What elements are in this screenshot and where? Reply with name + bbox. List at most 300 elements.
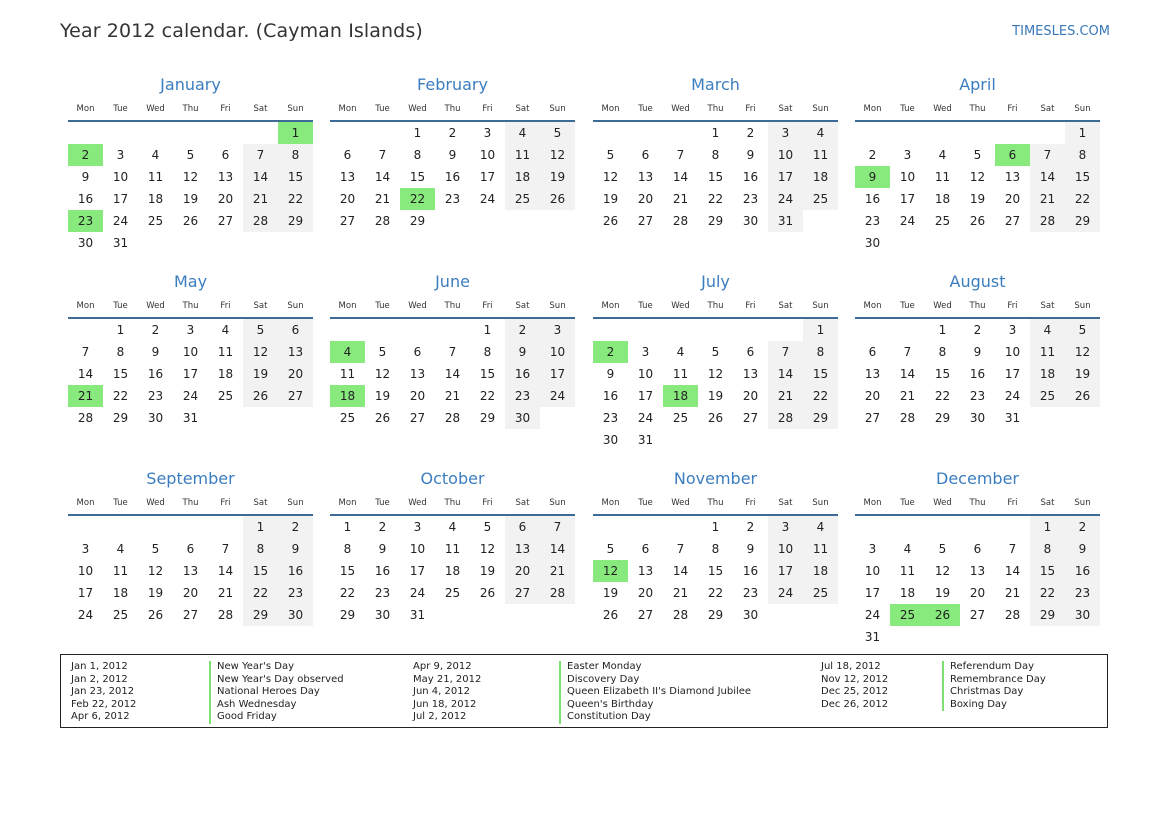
day-cell: 30 bbox=[742, 214, 759, 228]
weekday-label: Fri bbox=[220, 104, 231, 114]
day-cell: 6 bbox=[343, 148, 352, 162]
weekday-label: Fri bbox=[1007, 104, 1018, 114]
day-cell: 31 bbox=[182, 411, 199, 425]
day-cell: 10 bbox=[864, 564, 881, 578]
month-may bbox=[68, 269, 313, 429]
day-cell: 20 bbox=[182, 586, 199, 600]
weekday-label: Sun bbox=[287, 498, 304, 508]
day-cell: 17 bbox=[409, 564, 426, 578]
day-cell: 8 bbox=[343, 542, 352, 556]
day-cell: 4 bbox=[116, 542, 125, 556]
day-cell: 24 bbox=[77, 608, 94, 622]
day-cell: 21 bbox=[540, 560, 575, 582]
empty-cell bbox=[138, 122, 173, 144]
day-cell: 11 bbox=[899, 564, 916, 578]
day-cell: 8 bbox=[938, 345, 947, 359]
day-cell: 30 bbox=[602, 433, 619, 447]
day-cell: 3 bbox=[768, 516, 803, 538]
day-cell: 6 bbox=[746, 345, 755, 359]
empty-cell bbox=[243, 122, 278, 144]
day-cell: 4 bbox=[803, 122, 838, 144]
day-cell: 9 bbox=[81, 170, 90, 184]
legend-date: Nov 12, 2012 bbox=[821, 673, 889, 685]
weekday-label: Wed bbox=[933, 498, 952, 508]
day-cell: 26 bbox=[182, 214, 199, 228]
empty-cell bbox=[435, 319, 470, 341]
day-cell: 11 bbox=[339, 367, 356, 381]
day-cell: 10 bbox=[77, 564, 94, 578]
day-cell: 20 bbox=[637, 192, 654, 206]
weekday-label: Mon bbox=[601, 301, 620, 311]
weekday-label: Tue bbox=[113, 301, 128, 311]
day-cell: 12 bbox=[540, 144, 575, 166]
weekday-label: Tue bbox=[900, 104, 915, 114]
weekday-label: Sat bbox=[253, 498, 268, 508]
holiday-day-cell: 18 bbox=[330, 385, 365, 407]
legend-holiday-name: Referendum Day bbox=[950, 661, 1035, 672]
empty-cell bbox=[1030, 122, 1065, 144]
day-cell: 13 bbox=[278, 341, 313, 363]
empty-cell bbox=[995, 122, 1030, 144]
day-cell: 9 bbox=[448, 148, 457, 162]
day-cell: 5 bbox=[540, 122, 575, 144]
day-cell: 23 bbox=[374, 586, 391, 600]
day-cell: 30 bbox=[1065, 604, 1100, 626]
weekday-label: Tue bbox=[113, 498, 128, 508]
weekday-label: Sat bbox=[253, 301, 268, 311]
weekday-label: Sun bbox=[1074, 301, 1091, 311]
weekday-header bbox=[593, 98, 838, 122]
day-cell: 24 bbox=[637, 411, 654, 425]
day-cell: 12 bbox=[479, 542, 496, 556]
legend-holiday-name: Queen's Birthday bbox=[567, 698, 654, 710]
day-cell: 22 bbox=[112, 389, 129, 403]
legend-dates-column bbox=[413, 661, 481, 724]
day-cell: 19 bbox=[479, 564, 496, 578]
day-cell: 30 bbox=[77, 236, 94, 250]
day-cell: 6 bbox=[278, 319, 313, 341]
legend-date: Dec 26, 2012 bbox=[821, 698, 889, 710]
day-cell: 8 bbox=[711, 148, 720, 162]
day-cell: 25 bbox=[444, 586, 461, 600]
day-cell: 29 bbox=[479, 411, 496, 425]
day-cell: 12 bbox=[934, 564, 951, 578]
day-cell: 6 bbox=[505, 516, 540, 538]
day-cell: 10 bbox=[768, 538, 803, 560]
day-cell: 5 bbox=[938, 542, 947, 556]
month-june bbox=[330, 269, 575, 429]
empty-cell bbox=[400, 319, 435, 341]
day-grid bbox=[330, 319, 575, 429]
legend-holiday-name: New Year's Day observed bbox=[217, 673, 344, 685]
weekday-label: Tue bbox=[638, 301, 653, 311]
legend-date: Jul 2, 2012 bbox=[413, 711, 467, 722]
day-cell: 20 bbox=[339, 192, 356, 206]
legend-date: Jan 1, 2012 bbox=[71, 661, 128, 672]
weekday-header bbox=[68, 492, 313, 516]
empty-cell bbox=[890, 516, 925, 538]
day-cell: 15 bbox=[1030, 560, 1065, 582]
day-cell: 15 bbox=[243, 560, 278, 582]
month-name: April bbox=[959, 75, 996, 94]
day-cell: 18 bbox=[505, 166, 540, 188]
weekday-header bbox=[855, 98, 1100, 122]
day-cell: 18 bbox=[803, 560, 838, 582]
day-cell: 11 bbox=[934, 170, 951, 184]
empty-cell bbox=[173, 122, 208, 144]
day-cell: 27 bbox=[1004, 214, 1021, 228]
day-cell: 11 bbox=[1030, 341, 1065, 363]
day-cell: 18 bbox=[112, 586, 129, 600]
day-cell: 28 bbox=[217, 608, 234, 622]
day-cell: 31 bbox=[864, 630, 881, 644]
day-cell: 23 bbox=[742, 192, 759, 206]
weekday-label: Sat bbox=[1040, 498, 1055, 508]
day-cell: 1 bbox=[483, 323, 492, 337]
day-cell: 16 bbox=[147, 367, 164, 381]
weekday-label: Mon bbox=[863, 301, 882, 311]
day-cell: 3 bbox=[903, 148, 912, 162]
weekday-label: Mon bbox=[601, 104, 620, 114]
empty-cell bbox=[68, 516, 103, 538]
day-cell: 6 bbox=[413, 345, 422, 359]
day-cell: 8 bbox=[243, 538, 278, 560]
month-name: January bbox=[160, 75, 221, 94]
day-cell: 5 bbox=[1065, 319, 1100, 341]
day-cell: 29 bbox=[1030, 604, 1065, 626]
day-cell: 24 bbox=[864, 608, 881, 622]
legend-date: Apr 9, 2012 bbox=[413, 661, 472, 672]
day-cell: 28 bbox=[672, 608, 689, 622]
day-cell: 1 bbox=[413, 126, 422, 140]
day-cell: 20 bbox=[217, 192, 234, 206]
day-cell: 4 bbox=[505, 122, 540, 144]
weekday-label: Tue bbox=[638, 104, 653, 114]
empty-cell bbox=[330, 319, 365, 341]
day-cell: 27 bbox=[637, 214, 654, 228]
day-cell: 17 bbox=[899, 192, 916, 206]
day-cell: 14 bbox=[540, 538, 575, 560]
day-cell: 14 bbox=[77, 367, 94, 381]
day-cell: 17 bbox=[637, 389, 654, 403]
day-cell: 15 bbox=[278, 166, 313, 188]
weekday-label: Fri bbox=[745, 301, 756, 311]
empty-cell bbox=[628, 122, 663, 144]
day-cell: 17 bbox=[182, 367, 199, 381]
day-cell: 29 bbox=[339, 608, 356, 622]
month-name: March bbox=[691, 75, 740, 94]
day-cell: 17 bbox=[540, 363, 575, 385]
day-cell: 31 bbox=[1004, 411, 1021, 425]
weekday-label: Sun bbox=[549, 104, 566, 114]
day-cell: 19 bbox=[243, 363, 278, 385]
weekday-label: Wed bbox=[146, 301, 165, 311]
legend-date: Jan 23, 2012 bbox=[71, 686, 135, 697]
day-cell: 25 bbox=[505, 188, 540, 210]
day-cell: 26 bbox=[243, 385, 278, 407]
weekday-label: Mon bbox=[338, 301, 357, 311]
day-cell: 9 bbox=[746, 148, 755, 162]
empty-cell bbox=[698, 319, 733, 341]
day-cell: 7 bbox=[378, 148, 387, 162]
day-cell: 9 bbox=[378, 542, 387, 556]
day-cell: 15 bbox=[803, 363, 838, 385]
day-cell: 12 bbox=[707, 367, 724, 381]
empty-cell bbox=[208, 516, 243, 538]
day-cell: 27 bbox=[742, 411, 759, 425]
day-cell: 10 bbox=[540, 341, 575, 363]
day-cell: 8 bbox=[1065, 144, 1100, 166]
day-cell: 24 bbox=[540, 385, 575, 407]
day-cell: 11 bbox=[112, 564, 129, 578]
day-cell: 22 bbox=[707, 586, 724, 600]
day-cell: 22 bbox=[479, 389, 496, 403]
day-cell: 16 bbox=[374, 564, 391, 578]
day-cell: 16 bbox=[742, 170, 759, 184]
day-cell: 29 bbox=[1065, 210, 1100, 232]
month-name: June bbox=[435, 272, 470, 291]
day-cell: 31 bbox=[768, 210, 803, 232]
day-cell: 22 bbox=[278, 188, 313, 210]
day-cell: 7 bbox=[768, 341, 803, 363]
day-cell: 8 bbox=[711, 542, 720, 556]
legend-holiday-name: Remembrance Day bbox=[950, 673, 1046, 685]
day-cell: 19 bbox=[147, 586, 164, 600]
legend-dates-column bbox=[71, 661, 136, 724]
day-cell: 9 bbox=[973, 345, 982, 359]
day-cell: 11 bbox=[505, 144, 540, 166]
weekday-label: Tue bbox=[375, 104, 390, 114]
legend-dates-column bbox=[821, 661, 888, 711]
weekday-label: Wed bbox=[408, 301, 427, 311]
day-cell: 14 bbox=[672, 170, 689, 184]
day-cell: 29 bbox=[803, 407, 838, 429]
day-cell: 19 bbox=[602, 586, 619, 600]
day-cell: 7 bbox=[540, 516, 575, 538]
holiday-day-cell: 2 bbox=[68, 144, 103, 166]
day-grid bbox=[593, 516, 838, 626]
weekday-label: Tue bbox=[375, 498, 390, 508]
day-cell: 31 bbox=[112, 236, 129, 250]
day-cell: 15 bbox=[707, 170, 724, 184]
day-cell: 21 bbox=[672, 586, 689, 600]
day-cell: 26 bbox=[374, 411, 391, 425]
legend-names-column bbox=[209, 661, 344, 724]
weekday-label: Thu bbox=[969, 301, 986, 311]
weekday-label: Wed bbox=[146, 104, 165, 114]
day-cell: 16 bbox=[505, 363, 540, 385]
day-cell: 26 bbox=[707, 411, 724, 425]
day-cell: 12 bbox=[182, 170, 199, 184]
day-cell: 21 bbox=[899, 389, 916, 403]
day-cell: 30 bbox=[147, 411, 164, 425]
day-cell: 9 bbox=[1065, 538, 1100, 560]
weekday-header bbox=[855, 295, 1100, 319]
weekday-label: Sun bbox=[1074, 104, 1091, 114]
legend-holiday-name: Ash Wednesday bbox=[217, 698, 297, 710]
month-september bbox=[68, 466, 313, 626]
weekday-label: Mon bbox=[76, 301, 95, 311]
day-cell: 12 bbox=[147, 564, 164, 578]
day-cell: 19 bbox=[182, 192, 199, 206]
day-cell: 18 bbox=[444, 564, 461, 578]
day-cell: 16 bbox=[444, 170, 461, 184]
day-cell: 12 bbox=[602, 170, 619, 184]
day-cell: 13 bbox=[969, 564, 986, 578]
day-cell: 30 bbox=[969, 411, 986, 425]
day-cell: 13 bbox=[864, 367, 881, 381]
day-grid bbox=[68, 319, 313, 429]
day-cell: 29 bbox=[243, 604, 278, 626]
day-cell: 2 bbox=[505, 319, 540, 341]
empty-cell bbox=[593, 122, 628, 144]
day-cell: 7 bbox=[243, 144, 278, 166]
month-february bbox=[330, 72, 575, 232]
day-cell: 19 bbox=[540, 166, 575, 188]
empty-cell bbox=[663, 319, 698, 341]
brand-link[interactable]: TIMESLES.COM bbox=[1012, 24, 1110, 39]
day-cell: 17 bbox=[77, 586, 94, 600]
day-cell: 27 bbox=[339, 214, 356, 228]
weekday-label: Fri bbox=[482, 104, 493, 114]
day-cell: 11 bbox=[803, 538, 838, 560]
day-cell: 26 bbox=[147, 608, 164, 622]
empty-cell bbox=[890, 122, 925, 144]
legend-date: Apr 6, 2012 bbox=[71, 711, 130, 722]
day-cell: 1 bbox=[938, 323, 947, 337]
day-cell: 28 bbox=[374, 214, 391, 228]
empty-cell bbox=[593, 516, 628, 538]
day-cell: 29 bbox=[112, 411, 129, 425]
legend-date: Jan 2, 2012 bbox=[71, 673, 128, 685]
day-cell: 11 bbox=[803, 144, 838, 166]
holiday-day-cell: 12 bbox=[593, 560, 628, 582]
day-cell: 25 bbox=[339, 411, 356, 425]
day-cell: 8 bbox=[483, 345, 492, 359]
weekday-label: Wed bbox=[671, 498, 690, 508]
day-cell: 28 bbox=[444, 411, 461, 425]
day-cell: 7 bbox=[1008, 542, 1017, 556]
day-cell: 4 bbox=[803, 516, 838, 538]
weekday-label: Sat bbox=[778, 301, 793, 311]
day-cell: 21 bbox=[243, 188, 278, 210]
day-cell: 27 bbox=[969, 608, 986, 622]
day-cell: 29 bbox=[707, 608, 724, 622]
day-grid bbox=[330, 516, 575, 626]
month-name: August bbox=[949, 272, 1006, 291]
day-cell: 6 bbox=[221, 148, 230, 162]
month-january bbox=[68, 72, 313, 254]
empty-cell bbox=[995, 516, 1030, 538]
weekday-label: Sat bbox=[515, 301, 530, 311]
day-cell: 5 bbox=[711, 345, 720, 359]
day-cell: 3 bbox=[641, 345, 650, 359]
day-cell: 2 bbox=[973, 323, 982, 337]
day-cell: 14 bbox=[217, 564, 234, 578]
day-cell: 29 bbox=[934, 411, 951, 425]
day-cell: 27 bbox=[637, 608, 654, 622]
empty-cell bbox=[173, 516, 208, 538]
weekday-label: Mon bbox=[863, 104, 882, 114]
weekday-label: Mon bbox=[338, 104, 357, 114]
month-name: November bbox=[673, 469, 758, 488]
day-cell: 30 bbox=[864, 236, 881, 250]
day-cell: 15 bbox=[707, 564, 724, 578]
day-cell: 3 bbox=[1008, 323, 1017, 337]
month-april bbox=[855, 72, 1100, 254]
legend-date: Jun 18, 2012 bbox=[413, 698, 477, 710]
day-grid bbox=[330, 122, 575, 232]
day-cell: 20 bbox=[1004, 192, 1021, 206]
day-cell: 3 bbox=[81, 542, 90, 556]
day-cell: 18 bbox=[1030, 363, 1065, 385]
day-cell: 23 bbox=[969, 389, 986, 403]
day-cell: 20 bbox=[637, 586, 654, 600]
empty-cell bbox=[960, 122, 995, 144]
weekday-label: Mon bbox=[76, 104, 95, 114]
day-cell: 19 bbox=[707, 389, 724, 403]
legend-date: Feb 22, 2012 bbox=[71, 698, 137, 710]
legend-date: May 21, 2012 bbox=[413, 673, 482, 685]
day-cell: 21 bbox=[1030, 188, 1065, 210]
day-cell: 21 bbox=[1004, 586, 1021, 600]
day-cell: 24 bbox=[768, 188, 803, 210]
day-cell: 3 bbox=[483, 126, 492, 140]
weekday-label: Wed bbox=[408, 498, 427, 508]
weekday-label: Sat bbox=[253, 104, 268, 114]
day-cell: 2 bbox=[151, 323, 160, 337]
holiday-day-cell: 21 bbox=[68, 385, 103, 407]
day-cell: 26 bbox=[969, 214, 986, 228]
day-cell: 4 bbox=[676, 345, 685, 359]
day-cell: 23 bbox=[147, 389, 164, 403]
empty-cell bbox=[365, 319, 400, 341]
empty-cell bbox=[628, 516, 663, 538]
weekday-header bbox=[593, 295, 838, 319]
day-cell: 28 bbox=[768, 407, 803, 429]
day-cell: 13 bbox=[637, 170, 654, 184]
empty-cell bbox=[628, 319, 663, 341]
day-cell: 5 bbox=[378, 345, 387, 359]
day-cell: 10 bbox=[637, 367, 654, 381]
weekday-label: Mon bbox=[863, 498, 882, 508]
day-cell: 11 bbox=[147, 170, 164, 184]
holiday-day-cell: 23 bbox=[68, 210, 103, 232]
weekday-header bbox=[68, 295, 313, 319]
day-cell: 19 bbox=[602, 192, 619, 206]
weekday-label: Thu bbox=[182, 498, 199, 508]
day-cell: 23 bbox=[278, 582, 313, 604]
day-cell: 25 bbox=[112, 608, 129, 622]
day-cell: 6 bbox=[186, 542, 195, 556]
day-cell: 28 bbox=[899, 411, 916, 425]
day-cell: 3 bbox=[186, 323, 195, 337]
day-cell: 2 bbox=[868, 148, 877, 162]
day-cell: 22 bbox=[934, 389, 951, 403]
day-cell: 28 bbox=[1004, 608, 1021, 622]
legend-holiday-name: Easter Monday bbox=[567, 661, 642, 672]
day-cell: 21 bbox=[444, 389, 461, 403]
day-cell: 15 bbox=[934, 367, 951, 381]
day-cell: 25 bbox=[217, 389, 234, 403]
day-cell: 19 bbox=[969, 192, 986, 206]
day-grid bbox=[593, 319, 838, 451]
day-cell: 17 bbox=[112, 192, 129, 206]
day-cell: 27 bbox=[278, 385, 313, 407]
day-cell: 2 bbox=[1065, 516, 1100, 538]
day-cell: 20 bbox=[409, 389, 426, 403]
day-cell: 4 bbox=[151, 148, 160, 162]
